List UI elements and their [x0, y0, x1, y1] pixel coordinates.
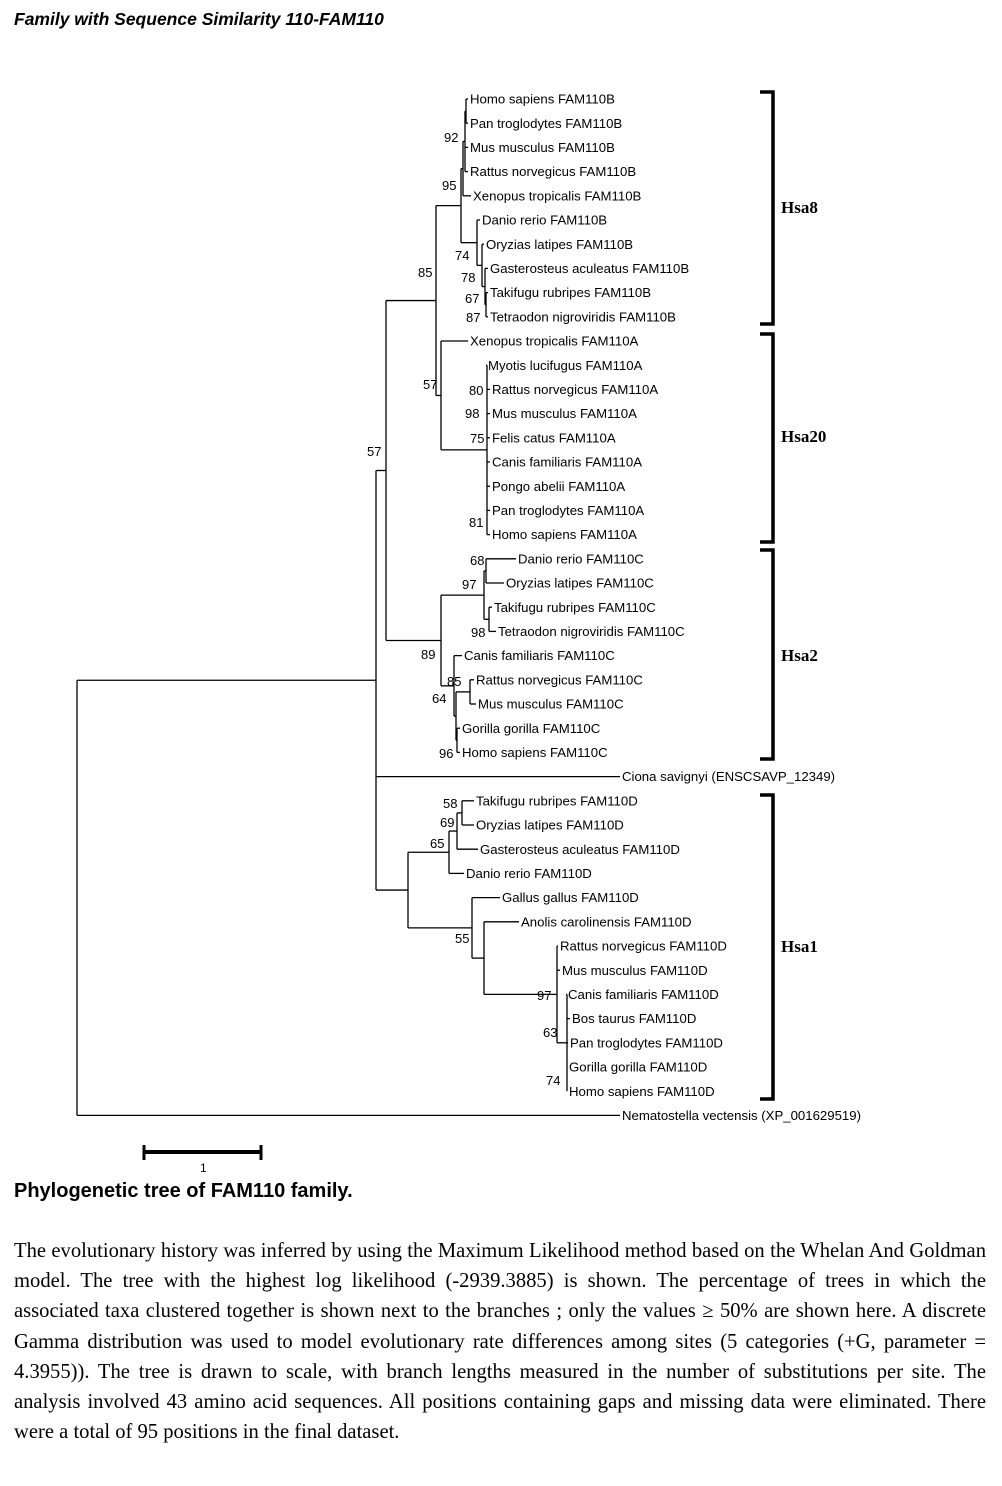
leaf-label: Homo sapiens FAM110B	[470, 91, 615, 107]
leaf-label: Danio rerio FAM110B	[482, 212, 608, 228]
bootstrap-value: 87	[466, 310, 481, 325]
bootstrap-value: 75	[470, 431, 485, 446]
bootstrap-value: 55	[455, 931, 470, 946]
leaf-label: Rattus norvegicus FAM110A	[492, 382, 659, 397]
leaf-label: Canis familiaris FAM110A	[492, 454, 642, 470]
bootstrap-value: 92	[444, 130, 459, 145]
leaf-label: Gorilla gorilla FAM110D	[569, 1059, 708, 1075]
bootstrap-value: 81	[469, 515, 484, 530]
clade-label: Hsa2	[781, 646, 818, 665]
leaf-label: Homo sapiens FAM110D	[569, 1083, 715, 1099]
leaf-label: Anolis carolinensis FAM110D	[521, 914, 692, 930]
leaf-label: Xenopus tropicalis FAM110A	[470, 333, 639, 349]
bootstrap-value: 80	[469, 383, 484, 398]
bootstrap-value: 57	[423, 377, 438, 392]
clade-brackets	[760, 92, 826, 1099]
leaf-label: Takifugu rubripes FAM110D	[476, 793, 638, 809]
bootstrap-value: 97	[462, 577, 477, 592]
clade-label: Hsa8	[781, 198, 818, 217]
leaf-label: Rattus norvegicus FAM110D	[560, 938, 727, 954]
leaf-label: Rattus norvegicus FAM110B	[470, 164, 637, 180]
clade-bracket	[760, 92, 773, 324]
leaf-label: Oryzias latipes FAM110C	[506, 575, 654, 591]
leaf-label: Pongo abelii FAM110A	[492, 478, 626, 494]
bootstrap-value: 98	[471, 625, 486, 640]
leaf-label: Rattus norvegicus FAM110C	[476, 672, 643, 688]
leaf-label: Danio rerio FAM110D	[466, 866, 592, 881]
leaf-label: Gorilla gorilla FAM110C	[462, 720, 601, 736]
bootstrap-value: 67	[465, 291, 480, 306]
bootstrap-value: 78	[461, 270, 476, 285]
leaf-label: Felis catus FAM110A	[492, 430, 616, 446]
leaf-label: Takifugu rubripes FAM110B	[490, 285, 652, 301]
leaf-labels	[462, 92, 861, 1123]
bootstrap-value: 98	[465, 406, 480, 421]
bootstrap-value: 85	[418, 265, 433, 280]
leaf-label: Oryzias latipes FAM110B	[486, 236, 634, 252]
bootstrap-value: 64	[432, 691, 447, 706]
leaf-label: Ciona savignyi (ENSCSAVP_12349)	[622, 769, 836, 785]
clade-bracket	[760, 334, 773, 542]
bootstrap-value: 96	[439, 746, 454, 761]
bootstrap-value: 95	[442, 178, 457, 193]
leaf-label: Mus musculus FAM110A	[492, 406, 637, 422]
bootstrap-value: 69	[440, 815, 455, 830]
bootstrap-value: 74	[455, 248, 470, 263]
leaf-label: Mus musculus FAM110D	[562, 962, 708, 978]
bootstrap-value: 89	[421, 647, 436, 662]
bootstrap-value: 85	[447, 674, 462, 689]
leaf-label: Gallus gallus FAM110D	[502, 890, 639, 906]
leaf-label: Canis familiaris FAM110C	[464, 648, 615, 664]
leaf-label: Tetraodon nigroviridis FAM110C	[498, 624, 685, 639]
scale-bar	[143, 1145, 262, 1175]
leaf-label: Myotis lucifugus FAM110A	[488, 357, 643, 373]
clade-bracket	[760, 795, 773, 1099]
bootstrap-value: 63	[543, 1025, 558, 1040]
clade-label: Hsa20	[781, 427, 827, 446]
leaf-label: Mus musculus FAM110C	[478, 696, 624, 712]
leaf-label: Canis familiaris FAM110D	[568, 987, 719, 1002]
bootstrap-value: 74	[546, 1073, 561, 1088]
leaf-label: Pan troglodytes FAM110A	[492, 503, 645, 518]
leaf-label: Bos taurus FAM110D	[572, 1011, 697, 1027]
leaf-label: Xenopus tropicalis FAM110B	[473, 188, 642, 204]
leaf-label: Pan troglodytes FAM110D	[570, 1035, 723, 1051]
leaf-label: Pan troglodytes FAM110B	[470, 115, 623, 131]
leaf-label: Homo sapiens FAM110A	[492, 527, 637, 543]
leaf-label: Oryzias latipes FAM110D	[476, 817, 624, 833]
caption-title: Phylogenetic tree of FAM110 family.	[14, 1180, 353, 1202]
caption-text: The evolutionary history was inferred by using the Maximum Likelihood method based on the Whelan And Goldman model. The tree with the highest log likelihood (-2939.3885) is shown. The percentage of trees in which the associated taxa clustered together is shown next to the branches ; only the values ≥ 50% are shown here. A discrete Gamma distribution was used to model evolutionary rate differences among sites (5 categories (+G, parameter = 4.3955)). The tree is drawn to scale, with branch lengths measured in the number of substitutions per site. The analysis involved 43 amino acid sequences. All positions containing gaps and missing data were eliminated. There were a total of 95 positions in the final dataset.	[14, 1240, 986, 1444]
leaf-label: Takifugu rubripes FAM110C	[494, 599, 656, 615]
clade-bracket	[760, 550, 773, 759]
scale-bar-label: 1	[200, 1161, 207, 1175]
clade-label: Hsa1	[781, 937, 818, 956]
bootstrap-value: 68	[470, 553, 485, 568]
leaf-label: Homo sapiens FAM110C	[462, 745, 608, 760]
leaf-label: Danio rerio FAM110C	[518, 551, 644, 567]
bootstrap-value: 58	[443, 796, 458, 811]
bootstrap-value: 65	[430, 836, 445, 851]
bootstrap-value: 97	[537, 988, 552, 1003]
leaf-label: Gasterosteus aculeatus FAM110D	[480, 841, 680, 857]
figure-title: Family with Sequence Similarity 110-FAM110	[14, 9, 384, 29]
leaf-label: Gasterosteus aculeatus FAM110B	[490, 261, 690, 276]
leaf-label: Nematostella vectensis (XP_001629519)	[622, 1108, 861, 1123]
leaf-label: Mus musculus FAM110B	[470, 140, 615, 155]
bootstrap-value: 57	[367, 444, 382, 459]
leaf-label: Tetraodon nigroviridis FAM110B	[490, 309, 676, 325]
